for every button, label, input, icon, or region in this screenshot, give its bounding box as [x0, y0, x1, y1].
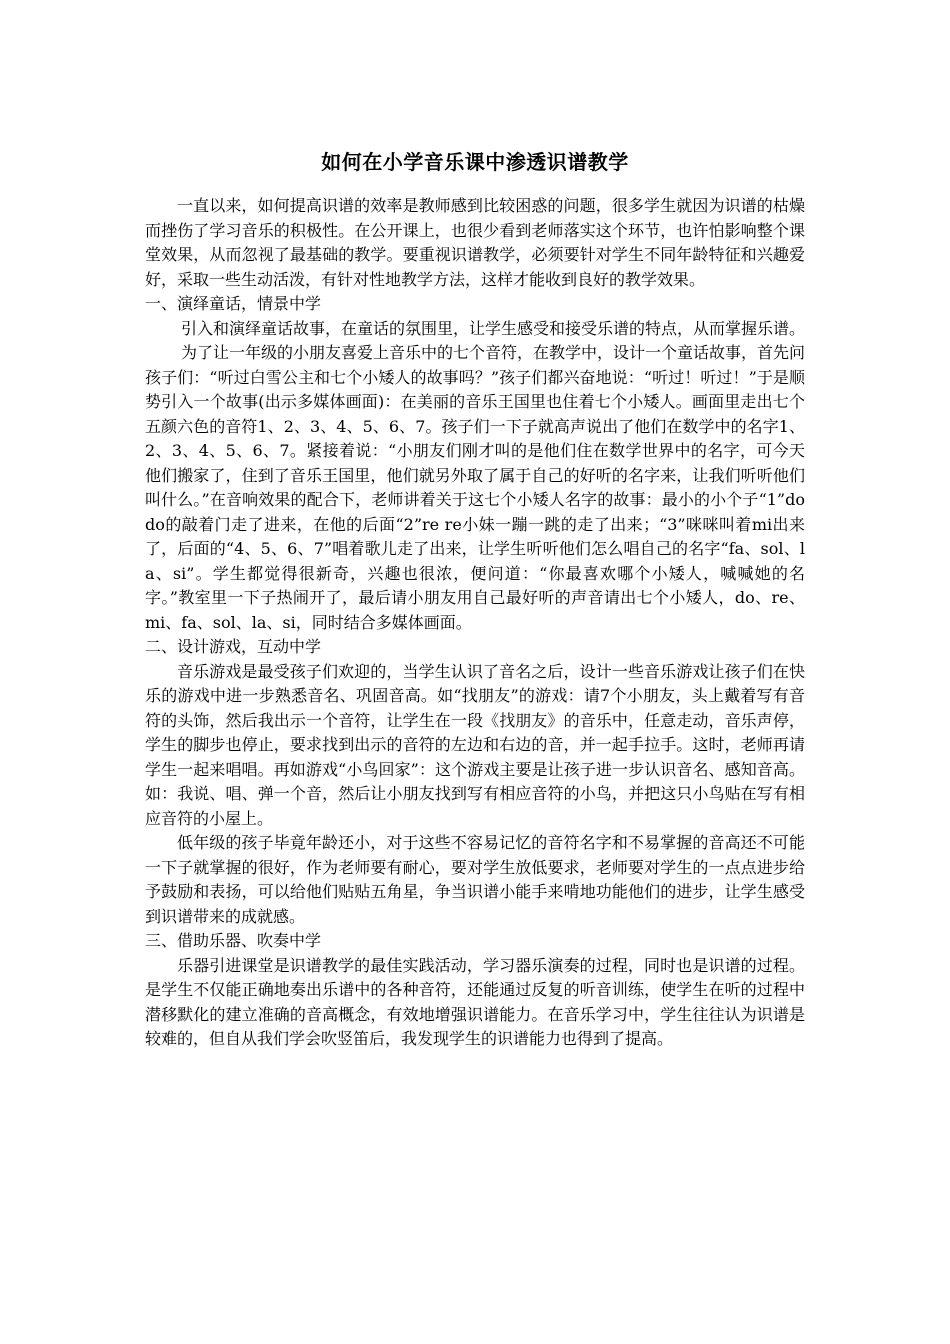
intro-paragraph: 一直以来，如何提高识谱的效率是教师感到比较困惑的问题，很多学生就因为识谱的枯燥而挫伤了学习音乐的积极性。在公开课上，也很少看到老师落实这个环节，也许怕影响整个课堂效果，从而忽视了最基础的教学。要重视识谱教学，必须要针对学生不同年龄特征和兴趣爱好，采取一些生动活泼，有针对性地教学方法，这样才能收到良好的教学效果。	[145, 196, 805, 289]
section-heading-1: 一、演绎童话，情景中学	[145, 294, 322, 313]
section-heading-3: 三、借助乐器、吹奏中学	[145, 931, 322, 950]
document-body	[145, 150, 805, 1052]
section-heading-2: 二、设计游戏，互动中学	[145, 637, 322, 656]
section-3-paragraph-1: 乐器引进课堂是识谱教学的最佳实践活动，学习器乐演奏的过程，同时也是识谱的过程。是学生不仅能正确地奏出乐谱中的各种音符，还能通过反复的听音训练，使学生在听的过程中潜移默化的建立准确的音高概念，有效地增强识谱能力。在音乐学习中，学生往往认为识谱是较难的，但自从我们学会吹竖笛后，我发现学生的识谱能力也得到了提高。	[145, 955, 805, 1048]
section-1-paragraph-2: 为了让一年级的小朋友喜爱上音乐中的七个音符，在教学中，设计一个童话故事，首先问孩子们：“听过白雪公主和七个小矮人的故事吗？”孩子们都兴奋地说：“听过！听过！”于是顺势引入一个故事(出示多媒体画面)：在美丽的音乐王国里也住着七个小矮人。画面里走出七个五颜六色的音符1、2、3、4、5、6、7。孩子们一下子就高声说出了他们在数学中的名字1、2、3、4、5、6、7。紧接着说：“小朋友们刚才叫的是他们住在数学世界中的名字，可今天他们搬家了，住到了音乐王国里，他们就另外取了属于自己的好听的名字来，让我们听听他们叫什么。”在音响效果的配合下，老师讲着关于这七个小矮人名字的故事：最小的小个子“1”do do的敲着门走了进来，在他的后面“2”re re小妹一蹦一跳的走了出来；“3”咪咪叫着mi出来了，后面的“4、5、6、7”唱着歌儿走了出来，让学生听听他们怎么唱自己的名字“fa、sol、la、si”。学生都觉得很新奇，兴趣也很浓，便问道：“你最喜欢哪个小矮人，喊喊她的名字。”教室里一下子热闹开了，最后请小朋友用自己最好听的声音请出七个小矮人，do、re、mi、fa、sol、la、si，同时结合多媒体画面。	[145, 343, 806, 632]
document-title: 如何在小学音乐课中渗透识谱教学	[321, 150, 629, 174]
section-2-paragraph-1: 音乐游戏是最受孩子们欢迎的，当学生认识了音名之后，设计一些音乐游戏让孩子们在快乐的游戏中进一步熟悉音名、巩固音高。如“找朋友”的游戏：请7个小朋友，头上戴着写有音符的头饰，然后我出示一个音符，让学生在一段《找朋友》的音乐中，任意走动，音乐声停，学生的脚步也停止，要求找到出示的音符的左边和右边的音，并一起手拉手。这时，老师再请学生一起来唱唱。再如游戏“小鸟回家”：这个游戏主要是让孩子进一步认识音名、感知音高。如：我说、唱、弹一个音，然后让小朋友找到写有相应音符的小鸟，并把这只小鸟贴在写有相应音符的小屋上。	[145, 661, 805, 828]
section-2-paragraph-2: 低年级的孩子毕竟年龄还小，对于这些不容易记忆的音符名字和不易掌握的音高还不可能一下子就掌握的很好，作为老师要有耐心，要对学生放低要求，老师要对学生的一点点进步给予鼓励和表扬，可以给他们贴贴五角星，争当识谱小能手来啃地功能他们的进步，让学生感受到识谱带来的成就感。	[145, 833, 805, 926]
section-1-paragraph-1: 引入和演绎童话故事，在童话的氛围里，让学生感受和接受乐谱的特点，从而掌握乐谱。	[181, 318, 806, 338]
